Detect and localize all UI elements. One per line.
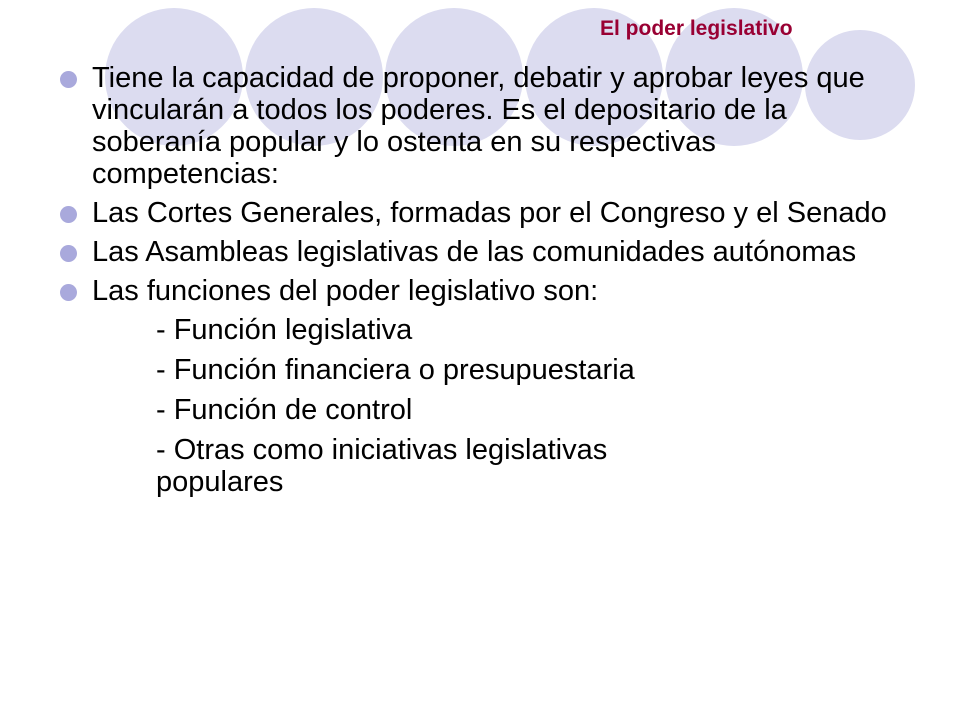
function-item: - Función financiera o presupuestaria: [156, 354, 635, 386]
slide-title: El poder legislativo: [600, 17, 793, 40]
bullet-dot-icon: [60, 206, 77, 223]
function-item: - Función de control: [156, 394, 413, 426]
bullet-item: [60, 62, 910, 190]
function-item: - Función legislativa: [156, 314, 413, 346]
bullet-text: Las Asambleas legislativas de las comunidades autónomas: [92, 236, 857, 268]
bullet-text: Las funciones del poder legislativo son:: [92, 275, 599, 307]
bullet-item: [60, 236, 910, 268]
function-item: - Otras como iniciativas legislativas populares: [156, 434, 608, 498]
bullet-text: Las Cortes Generales, formadas por el Congreso y el Senado: [92, 197, 887, 229]
bullet-dot-icon: [60, 71, 77, 88]
functions-list: [60, 314, 910, 498]
bullet-dot-icon: [60, 245, 77, 262]
bullet-text: Tiene la capacidad de proponer, debatir y aprobar leyes que vincularán a todos los poderes. Es el depositario de la soberanía popular y lo ostenta en su respectivas competencias:: [92, 62, 865, 190]
bullet-dot-icon: [60, 284, 77, 301]
bullet-item: [60, 275, 910, 307]
slide-content: [60, 62, 910, 506]
bullet-item: [60, 197, 910, 229]
